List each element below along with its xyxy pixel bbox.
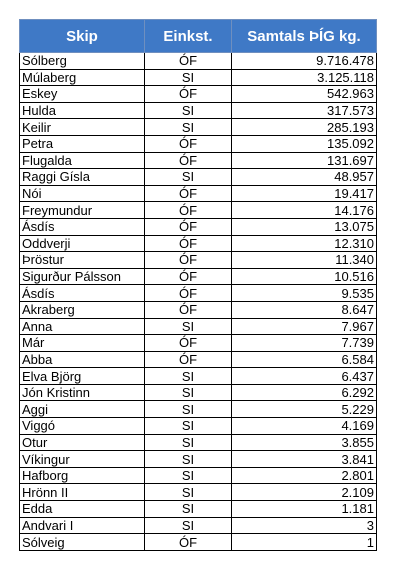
table-row <box>20 102 377 119</box>
cell-skip: Jón Kristinn <box>20 384 145 401</box>
cell-skip: Sólberg <box>20 53 145 70</box>
table-row <box>20 335 377 352</box>
table-row <box>20 501 377 518</box>
table-row <box>20 53 377 70</box>
cell-skip: Nói <box>20 185 145 202</box>
table-row <box>20 384 377 401</box>
table-row <box>20 152 377 169</box>
cell-samtals: 1 <box>232 534 377 551</box>
cell-samtals: 10.516 <box>232 268 377 285</box>
cell-einkst: ÓF <box>145 86 232 103</box>
cell-skip: Abba <box>20 351 145 368</box>
cell-samtals: 5.229 <box>232 401 377 418</box>
table-row <box>20 252 377 269</box>
header-samtals: Samtals ÞÍG kg. <box>232 20 377 53</box>
cell-skip: Víkingur <box>20 451 145 468</box>
cell-skip: Ásdís <box>20 285 145 302</box>
header-einkst: Einkst. <box>145 20 232 53</box>
cell-einkst: SI <box>145 434 232 451</box>
table-row <box>20 268 377 285</box>
cell-samtals: 2.109 <box>232 484 377 501</box>
cell-samtals: 13.075 <box>232 218 377 235</box>
table-row <box>20 484 377 501</box>
cell-einkst: SI <box>145 517 232 534</box>
table-row <box>20 69 377 86</box>
cell-einkst: SI <box>145 401 232 418</box>
cell-einkst: ÓF <box>145 335 232 352</box>
cell-einkst: ÓF <box>145 268 232 285</box>
cell-samtals: 9.716.478 <box>232 53 377 70</box>
cell-einkst: SI <box>145 501 232 518</box>
cell-einkst: SI <box>145 169 232 186</box>
table-row <box>20 434 377 451</box>
table-row <box>20 185 377 202</box>
cell-skip: Aggi <box>20 401 145 418</box>
cell-einkst: SI <box>145 318 232 335</box>
table-body <box>20 53 377 551</box>
cell-samtals: 48.957 <box>232 169 377 186</box>
cell-skip: Anna <box>20 318 145 335</box>
table-row <box>20 218 377 235</box>
cell-samtals: 317.573 <box>232 102 377 119</box>
header-row <box>20 20 377 53</box>
cell-samtals: 131.697 <box>232 152 377 169</box>
cell-einkst: ÓF <box>145 135 232 152</box>
cell-einkst: ÓF <box>145 252 232 269</box>
table-row <box>20 135 377 152</box>
cell-samtals: 9.535 <box>232 285 377 302</box>
cell-skip: Akraberg <box>20 301 145 318</box>
table-row <box>20 401 377 418</box>
cell-samtals: 3 <box>232 517 377 534</box>
cell-einkst: ÓF <box>145 218 232 235</box>
cell-skip: Flugalda <box>20 152 145 169</box>
table-row <box>20 285 377 302</box>
cell-einkst: SI <box>145 119 232 136</box>
table-row <box>20 86 377 103</box>
cell-samtals: 1.181 <box>232 501 377 518</box>
catch-table <box>19 19 377 551</box>
cell-skip: Andvari I <box>20 517 145 534</box>
table-row <box>20 368 377 385</box>
cell-einkst: ÓF <box>145 185 232 202</box>
cell-samtals: 11.340 <box>232 252 377 269</box>
cell-samtals: 285.193 <box>232 119 377 136</box>
cell-skip: Raggi Gísla <box>20 169 145 186</box>
table-row <box>20 418 377 435</box>
table-row <box>20 451 377 468</box>
cell-skip: Keilir <box>20 119 145 136</box>
cell-einkst: ÓF <box>145 285 232 302</box>
cell-samtals: 542.963 <box>232 86 377 103</box>
table-row <box>20 202 377 219</box>
cell-einkst: ÓF <box>145 202 232 219</box>
cell-skip: Otur <box>20 434 145 451</box>
cell-skip: Freymundur <box>20 202 145 219</box>
cell-samtals: 135.092 <box>232 135 377 152</box>
cell-einkst: ÓF <box>145 301 232 318</box>
cell-einkst: ÓF <box>145 351 232 368</box>
cell-skip: Þröstur <box>20 252 145 269</box>
cell-skip: Elva Björg <box>20 368 145 385</box>
cell-einkst: ÓF <box>145 534 232 551</box>
cell-skip: Viggó <box>20 418 145 435</box>
table-row <box>20 119 377 136</box>
cell-samtals: 19.417 <box>232 185 377 202</box>
table-row <box>20 301 377 318</box>
cell-skip: Petra <box>20 135 145 152</box>
cell-skip: Hafborg <box>20 467 145 484</box>
cell-samtals: 6.437 <box>232 368 377 385</box>
cell-einkst: SI <box>145 467 232 484</box>
cell-einkst: SI <box>145 368 232 385</box>
cell-samtals: 6.584 <box>232 351 377 368</box>
cell-skip: Már <box>20 335 145 352</box>
cell-einkst: SI <box>145 384 232 401</box>
header-skip: Skip <box>20 20 145 53</box>
cell-einkst: SI <box>145 418 232 435</box>
table-row <box>20 351 377 368</box>
cell-einkst: SI <box>145 69 232 86</box>
cell-samtals: 3.125.118 <box>232 69 377 86</box>
cell-skip: Oddverji <box>20 235 145 252</box>
cell-einkst: SI <box>145 484 232 501</box>
cell-samtals: 3.841 <box>232 451 377 468</box>
table-row <box>20 534 377 551</box>
cell-samtals: 8.647 <box>232 301 377 318</box>
table-row <box>20 235 377 252</box>
cell-samtals: 2.801 <box>232 467 377 484</box>
cell-skip: Sólveig <box>20 534 145 551</box>
cell-skip: Hrönn II <box>20 484 145 501</box>
cell-samtals: 4.169 <box>232 418 377 435</box>
cell-skip: Edda <box>20 501 145 518</box>
cell-einkst: ÓF <box>145 235 232 252</box>
table-row <box>20 517 377 534</box>
cell-samtals: 7.739 <box>232 335 377 352</box>
cell-einkst: ÓF <box>145 152 232 169</box>
cell-einkst: SI <box>145 102 232 119</box>
table-row <box>20 467 377 484</box>
table-row <box>20 169 377 186</box>
cell-skip: Múlaberg <box>20 69 145 86</box>
cell-samtals: 12.310 <box>232 235 377 252</box>
cell-skip: Ásdís <box>20 218 145 235</box>
cell-einkst: ÓF <box>145 53 232 70</box>
cell-skip: Hulda <box>20 102 145 119</box>
cell-skip: Eskey <box>20 86 145 103</box>
cell-samtals: 6.292 <box>232 384 377 401</box>
table-row <box>20 318 377 335</box>
cell-samtals: 7.967 <box>232 318 377 335</box>
cell-samtals: 3.855 <box>232 434 377 451</box>
cell-samtals: 14.176 <box>232 202 377 219</box>
cell-skip: Sigurður Pálsson <box>20 268 145 285</box>
cell-einkst: SI <box>145 451 232 468</box>
